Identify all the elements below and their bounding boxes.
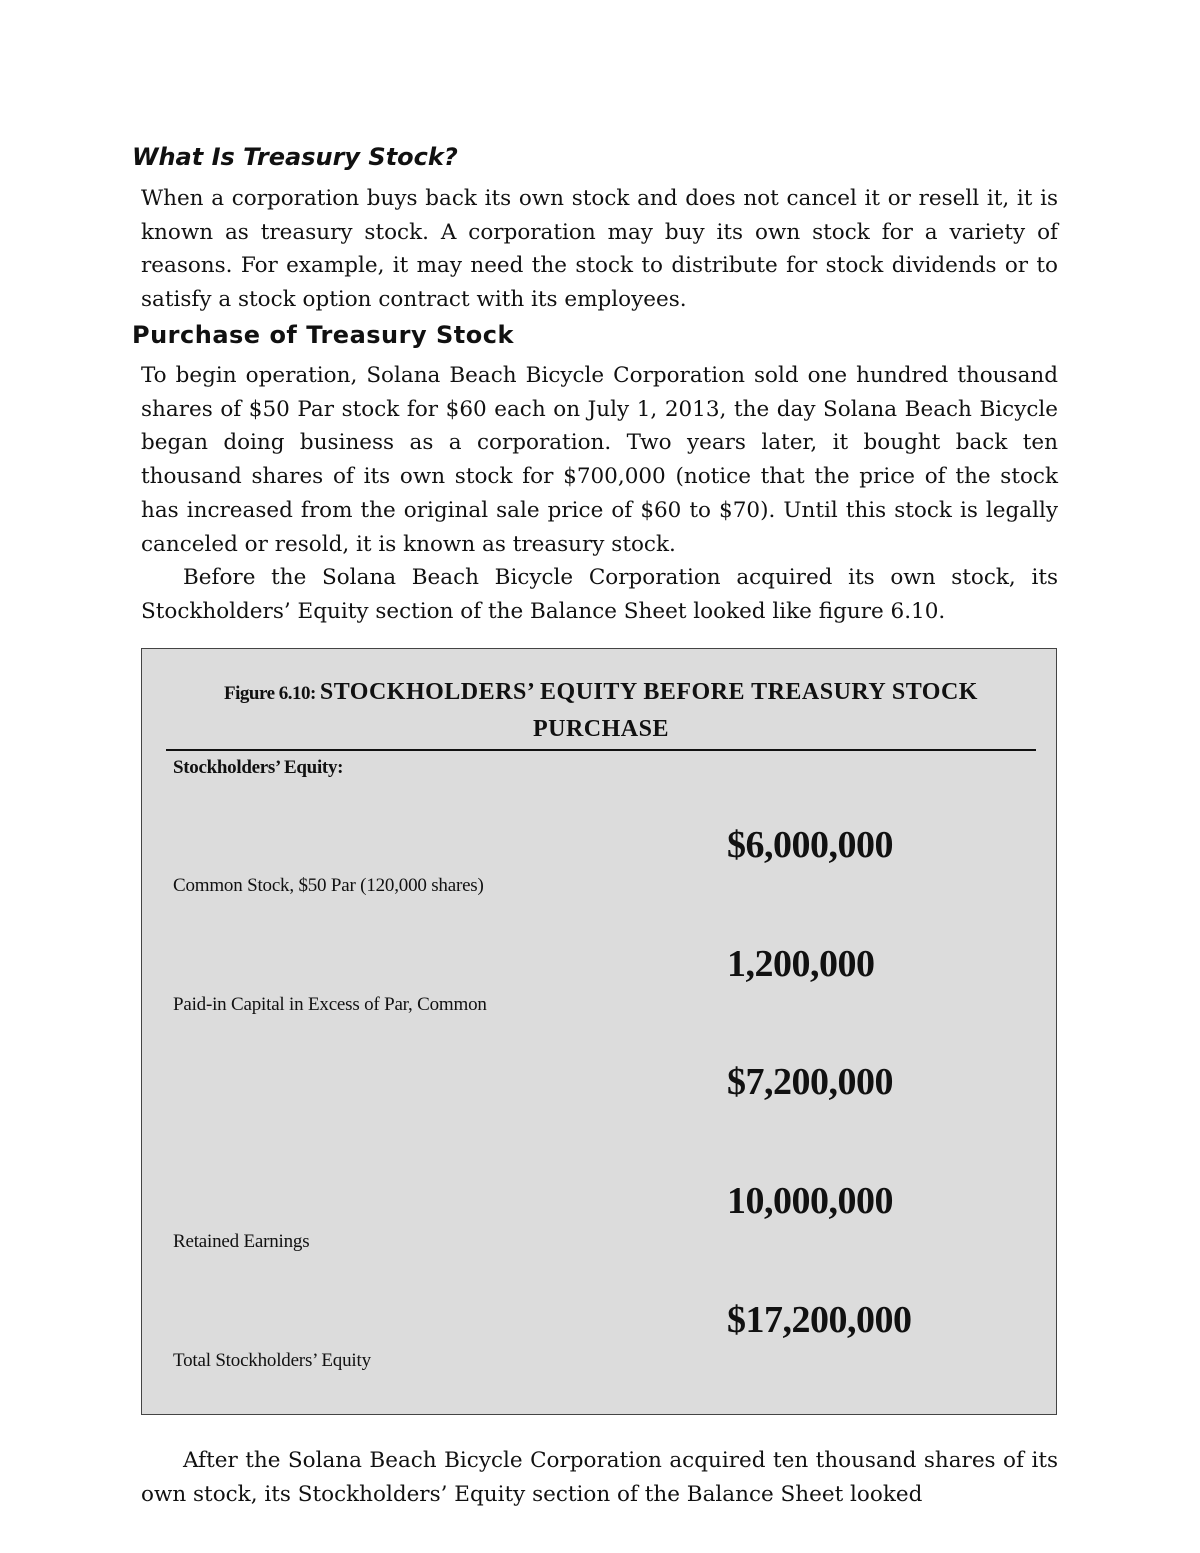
row-label-common-stock: Common Stock, $50 Par (120,000 shares) [173,875,484,896]
paragraph-after-acquisition: After the Solana Beach Bicycle Corporation acquired ten thousand shares of its own stock, its Stockholders’ Equity section of the Balance Sheet looked [141,1448,1058,1507]
paragraph-before-acquisition: Before the Solana Beach Bicycle Corporation acquired its own stock, its Stockholders’ Equity section of the Balance Sheet looked like figure 6.10. [141,565,1058,624]
row-label-total-equity: Total Stockholders’ Equity [173,1350,371,1371]
paragraph-purchase-example: To begin operation, Solana Beach Bicycle Corporation sold one hundred thousand shares of $50 Par stock for $60 each on July 1, 2013, the day Solana Beach Bicycle began doing business as a corporation. Two years later, it bought back ten thousand shares of its own stock for $700,000 (notice that the price of the stock has increased from the original sale price of $60 to $70). Until this stock is legally canceled or resold, it is known as treasury stock. [141,363,1058,557]
section-heading-purchase: Purchase of Treasury Stock [132,321,514,349]
row-value-retained-earnings: 10,000,000 [727,1180,893,1222]
paragraph-treasury-definition: When a corporation buys back its own stock and does not cancel it or resell it, it is known as treasury stock. A corporation may buy its own stock for a variety of reasons. For example, it may need the stock to distribute for stock dividends or to satisfy a stock option contract with its employees. [141,186,1058,313]
row-label-retained-earnings: Retained Earnings [173,1231,310,1252]
figure-heading: STOCKHOLDERS’ EQUITY BEFORE TREASURY STOCK PURCHASE [319,679,978,742]
row-label-paid-in-capital: Paid-in Capital in Excess of Par, Common [173,994,487,1015]
figure-label: Figure 6.10: [224,683,316,704]
row-value-subtotal: $7,200,000 [727,1061,893,1103]
figure-stockholders-equity [141,648,1057,1415]
row-value-common-stock: $6,000,000 [727,824,893,866]
row-value-total-equity: $17,200,000 [727,1299,912,1341]
row-value-paid-in-capital: 1,200,000 [727,943,875,985]
section-heading-treasury-stock: What Is Treasury Stock? [132,143,458,171]
stockholders-equity-label: Stockholders’ Equity: [173,757,344,778]
figure-title [166,675,1036,751]
